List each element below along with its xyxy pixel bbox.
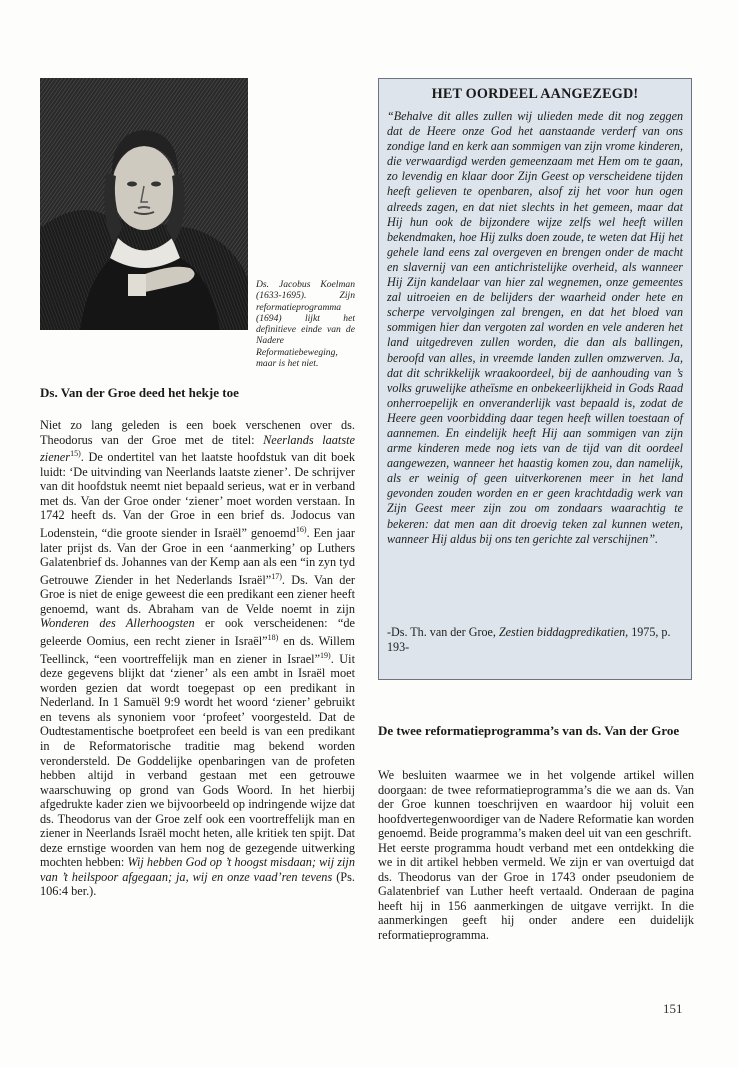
section-title: De twee reformatieprogramma’s van ds. Van der Groe xyxy=(378,723,680,738)
book-title: Neerlands laatste ziener xyxy=(40,432,355,465)
portrait-engraving xyxy=(40,78,248,330)
page-number: 151 xyxy=(663,1001,683,1016)
footnote-ref: 15) xyxy=(70,449,81,459)
book-title: Wonderen des Allerhoogsten xyxy=(40,616,195,631)
article-title: Ds. Van der Groe deed het hekje toe xyxy=(40,385,239,400)
section-body xyxy=(378,768,694,943)
section-paragraph: We besluiten waarmee we in het volgende artikel willen doorgaan: de twee reformatieprogramma’s die we aan ds. Van der Groe kunnen toeschrijven en waardoor hij voluit een hoofdvertegenwoordiger van de Nadere Reformatie kan worden genoemd. Beide programma’s maken deel uit van een geschrift. xyxy=(378,768,694,841)
article-paragraph: Niet zo lang geleden is een boek verschenen over ds. Theodorus van der Groe met de titel: Neerlands laatste ziener$^{15)}$. De ondertitel van het laatste hoofdstuk van dit boek luidt: ‘De uitvinding van Neerlands laatste ziener’. De schrijver van dit hoofdstuk neemt niet bepaald serieus, wat er in verband met ds. Van der Groe onder ‘ziener’ moet worden verstaan. In 1742 heeft ds. Van der Groe in een brief ds. Jodocus van Lodenstein, “die groote siender in Israël” genoemd$^{16)}$. Een jaar later prijst ds. Van der Groe in een ‘aanmerking’ op Luthers Galatenbrief ds. Johannes van der Kemp aan als een “in zyn tyd Getrouwe Ziender in het Nederlands Israël”$^{17)}$. Ds. Van der Groe is niet de enige geweest die een predikant een ziener heeft genoemd, want ds. Abraham van de Velde noemt in zijn Wonderen des Allerhoogsten er ook verscheidenen: “de geleerde Oomius, een recht ziener in Israël”$^{18)}$ en ds. Willem Teellinck, “een voortreffelijk man en ziener in Israel”$^{19)}$. Uit deze gegevens blijkt dat ‘ziener’ als een ambt in Israël moet worden gezien dat wordt toegepast op een predikant in Nederland. In 1 Samuël 9:9 wordt het woord ‘ziener’ gebruikt en tevens als synoniem voor ‘profeet’ voorgesteld. Dat de Oudtestamentische boetprofeet een beeld is van een predikant in de Reformatorische traditie mag bekend worden verondersteld. De Goddelijke openbaringen van de profeten hebben altijd in verband gestaan met een getrouwe waarschuwing op grond van Gods Woord. In het hierbij afgedrukte kader zien we bijvoorbeeld op indringende wijze dat ds. Theodorus van der Groe zelf ook een voortreffelijk man en ziener in Neerlands Israël mocht heten, alle kritiek ten spijt. Dat deze ernstige woorden van hem nog de gezegende uitwerking mochten hebben: Wij hebben God op ’t hoogst misdaan; wij zijn van ’t heilspoor afgegaan; ja, wij en onze vaad’ren tevens (Ps. 106:4 ber.). xyxy=(40,418,355,899)
article-body xyxy=(40,418,355,899)
footnote-ref: 17) xyxy=(271,571,282,581)
footnote-ref: 18) xyxy=(267,632,279,642)
footnote-ref: 19) xyxy=(320,650,331,660)
quote-box xyxy=(378,78,692,680)
section-paragraph: Het eerste programma houdt verband met een ontdekking die we in dit artikel hebben vermeld. We zijn er van overtuigd dat ds. Theodorus van der Groe in 1743 onder pseudoniem de Galatenbrief van Luther heeft vertaald. Onderaan de pagina heeft hij in 156 aanmerkingen de uitgave verrijkt. In die aanmerkingen geeft hij onder andere een duidelijk reformatieprogramma. xyxy=(378,840,694,943)
box-source: -Ds. Th. van der Groe, Zestien biddagpredikatien, 1975, p. 193- xyxy=(387,625,671,654)
psalm-quote: Wij hebben God op ’t hoogst misdaan; wij zijn van ’t heilspoor afgegaan; ja, wij en onze vaad’ren tevens xyxy=(40,855,355,884)
box-title: HET OORDEEL AANGEZEGD! xyxy=(431,86,639,102)
footnote-ref: 16) xyxy=(295,524,307,534)
portrait-image xyxy=(40,78,248,330)
source-book-title: Zestien biddagpredikatien xyxy=(498,625,626,639)
box-quote: “Behalve dit alles zullen wij ulieden mede dit nog zeggen dat de Heere onze God het aanstaande verderf van ons zondige land en kerk aan sommigen van zijn vrome kinderen, die verwaardigd werden gemeenzaam met Hem om te gaan, zo levendig en klaar door Zijn Geest op verscheidene tijden heeft gelieven te openbaren, alsof zij het voor hun ogen alreeds zagen, en dat niet slechts in het gemeen, maar dat Hij hun ook de bijzondere wijze zelfs wel heeft willen bekendmaken, hoe Hij zulks doen zoude, te weten dat Hij het gehele land eens zal overgeven en brengen onder de macht en slavernij van een antichristelijke overheid, als wanneer Hij Zijn kandelaar van hier zal wegnemen, onze gemeentes zal uitroeien en de belijders der waarheid onder hete en scherpe vervolgingen zal brengen, en dat het bloed van sommigen hier dan vergoten zal worden en vele anderen het land uitgedreven zullen worden, die dan als ballingen, beroofd van alles, in vreemde landen zullen omzwerven. Ja, dat dit schrikkelijk wraakoordeel, bij de aanhouding van ’s volks gruwelijke atheïsme en onbekeerlijkheid in Gods Raad onherroepelijk en onveranderlijk vast bepaald is, zodat de Heere geen voorbidding daar tegen heeft willen toestaan of aannemen. En eindelijk heeft Hij aan sommigen van zijn arme kinderen mede nog iets van de tijd van dit oordeel aangewezen, wanneer het haastig komen zou, dan namelijk, als er weinig of geen uitverkorenen meer in het land gevonden zouden worden en er geen krachtdadig werk van Zijn Geest meer zijn zou om zondaars waarachtig te bekeren: dat men aan dit droevig teken zal kunnen weten, wanneer Hij aldus bij ons ten gerichte zal verschijnen”. xyxy=(387,109,683,546)
portrait-caption: Ds. Jacobus Koelman (1633-1695). Zijn reformatieprogramma (1694) lijkt het definitieve einde van de Nadere Reformatiebeweging, maar is het niet. xyxy=(256,279,355,370)
